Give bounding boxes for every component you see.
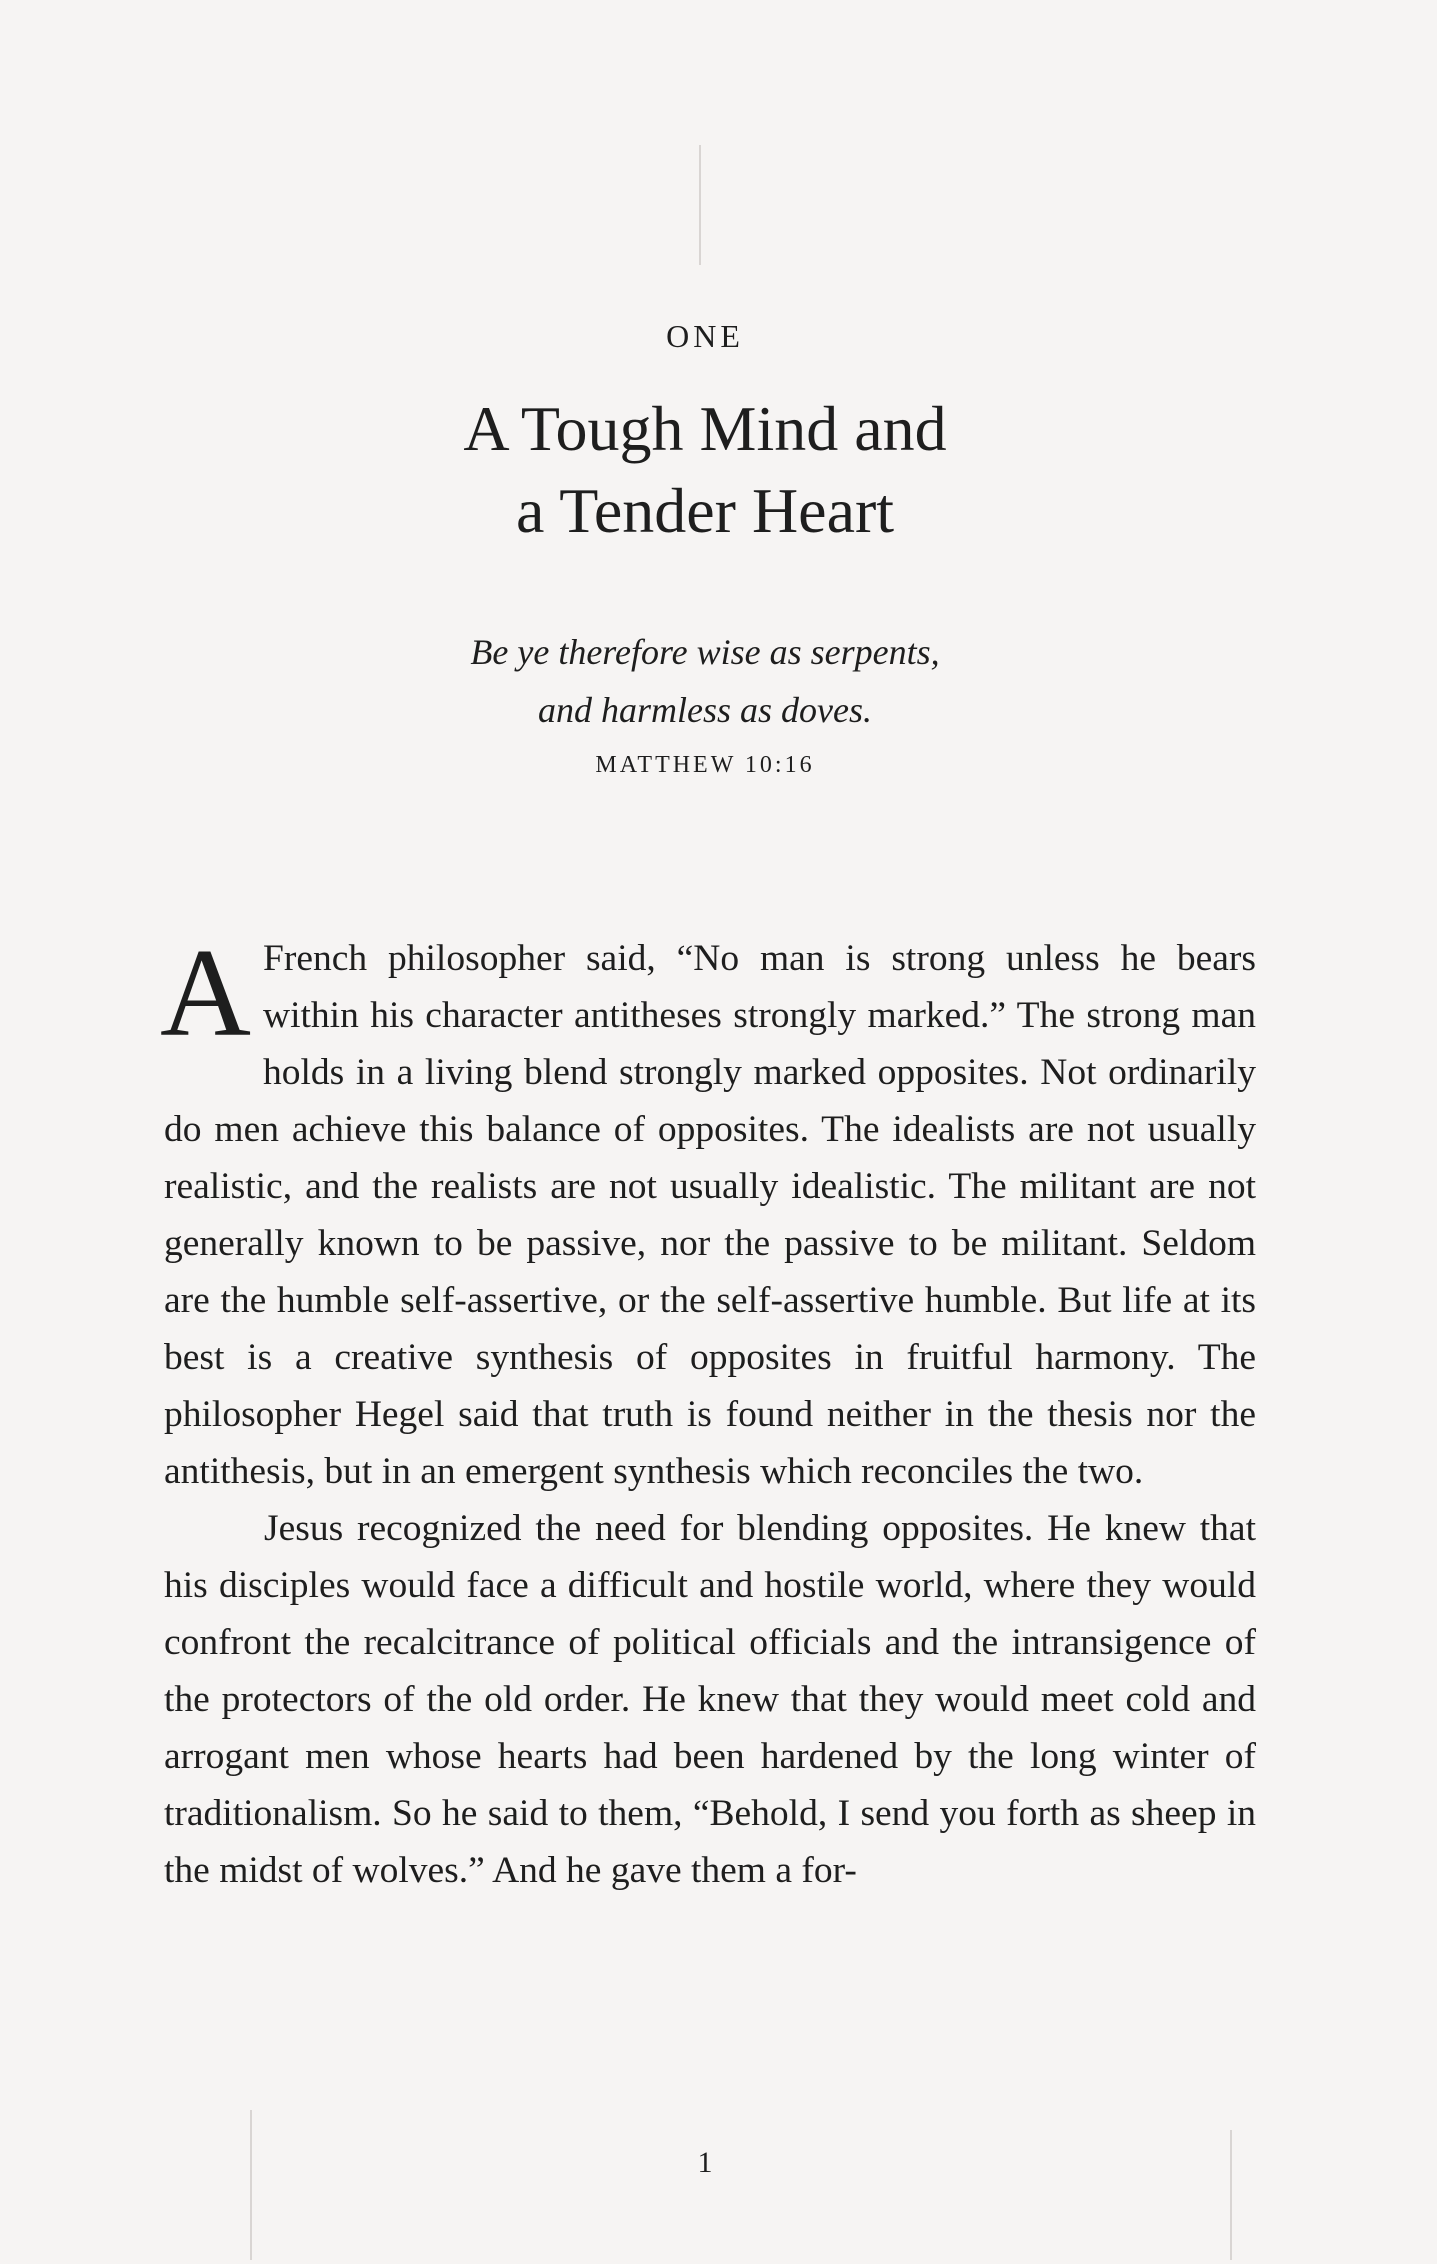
chapter-title-line-2: a Tender Heart [515, 475, 895, 546]
paragraph-2: Jesus recognized the need for blending opposites. He knew that his disciples would face a difficult and hostile world, where they would confront the recalcitrance of political officials and the intransigence of the protectors of the old order. He knew that they would meet cold and arrogant men whose hearts had been hardened by the long winter of traditionalism. So he said to them, “Behold, I send you forth as sheep in the midst of wolves.” And he gave them a for- [164, 1508, 1256, 1891]
drop-cap: A [160, 924, 251, 1063]
scan-artifact-bottom-left [250, 2110, 252, 2260]
chapter-title-line-1: A Tough Mind and [463, 393, 947, 464]
scan-artifact-top [699, 145, 701, 265]
epigraph-source: MATTHEW 10:16 [595, 752, 815, 778]
epigraph [0, 623, 1410, 739]
epigraph-line-2: and harmless as doves. [538, 690, 872, 730]
page-number: 1 [697, 2146, 713, 2179]
epigraph-line-1: Be ye therefore wise as serpents, [470, 632, 940, 672]
chapter-body [160, 924, 1256, 1899]
paragraph-1-text: French philosopher said, “No man is strong unless he bears within his character antitheses strongly marked.” The strong man holds in a living blend strongly marked opposites. Not ordinarily do men achieve this balance of opposites. The idealists are not usually realistic, and the realists are not usually idealistic. The militant are not generally known to be passive, nor the passive to be militant. Seldom are the humble self-assertive, or the self-assertive humble. But life at its best is a creative synthesis of opposites in fruitful harmony. The philosopher Hegel said that truth is found neither in the thesis nor the antithesis, but in an emergent synthesis which reconciles the two. [164, 938, 1256, 1492]
paragraph-1 [160, 924, 1256, 1500]
chapter-number: ONE [666, 318, 744, 354]
chapter-title [0, 388, 1410, 552]
